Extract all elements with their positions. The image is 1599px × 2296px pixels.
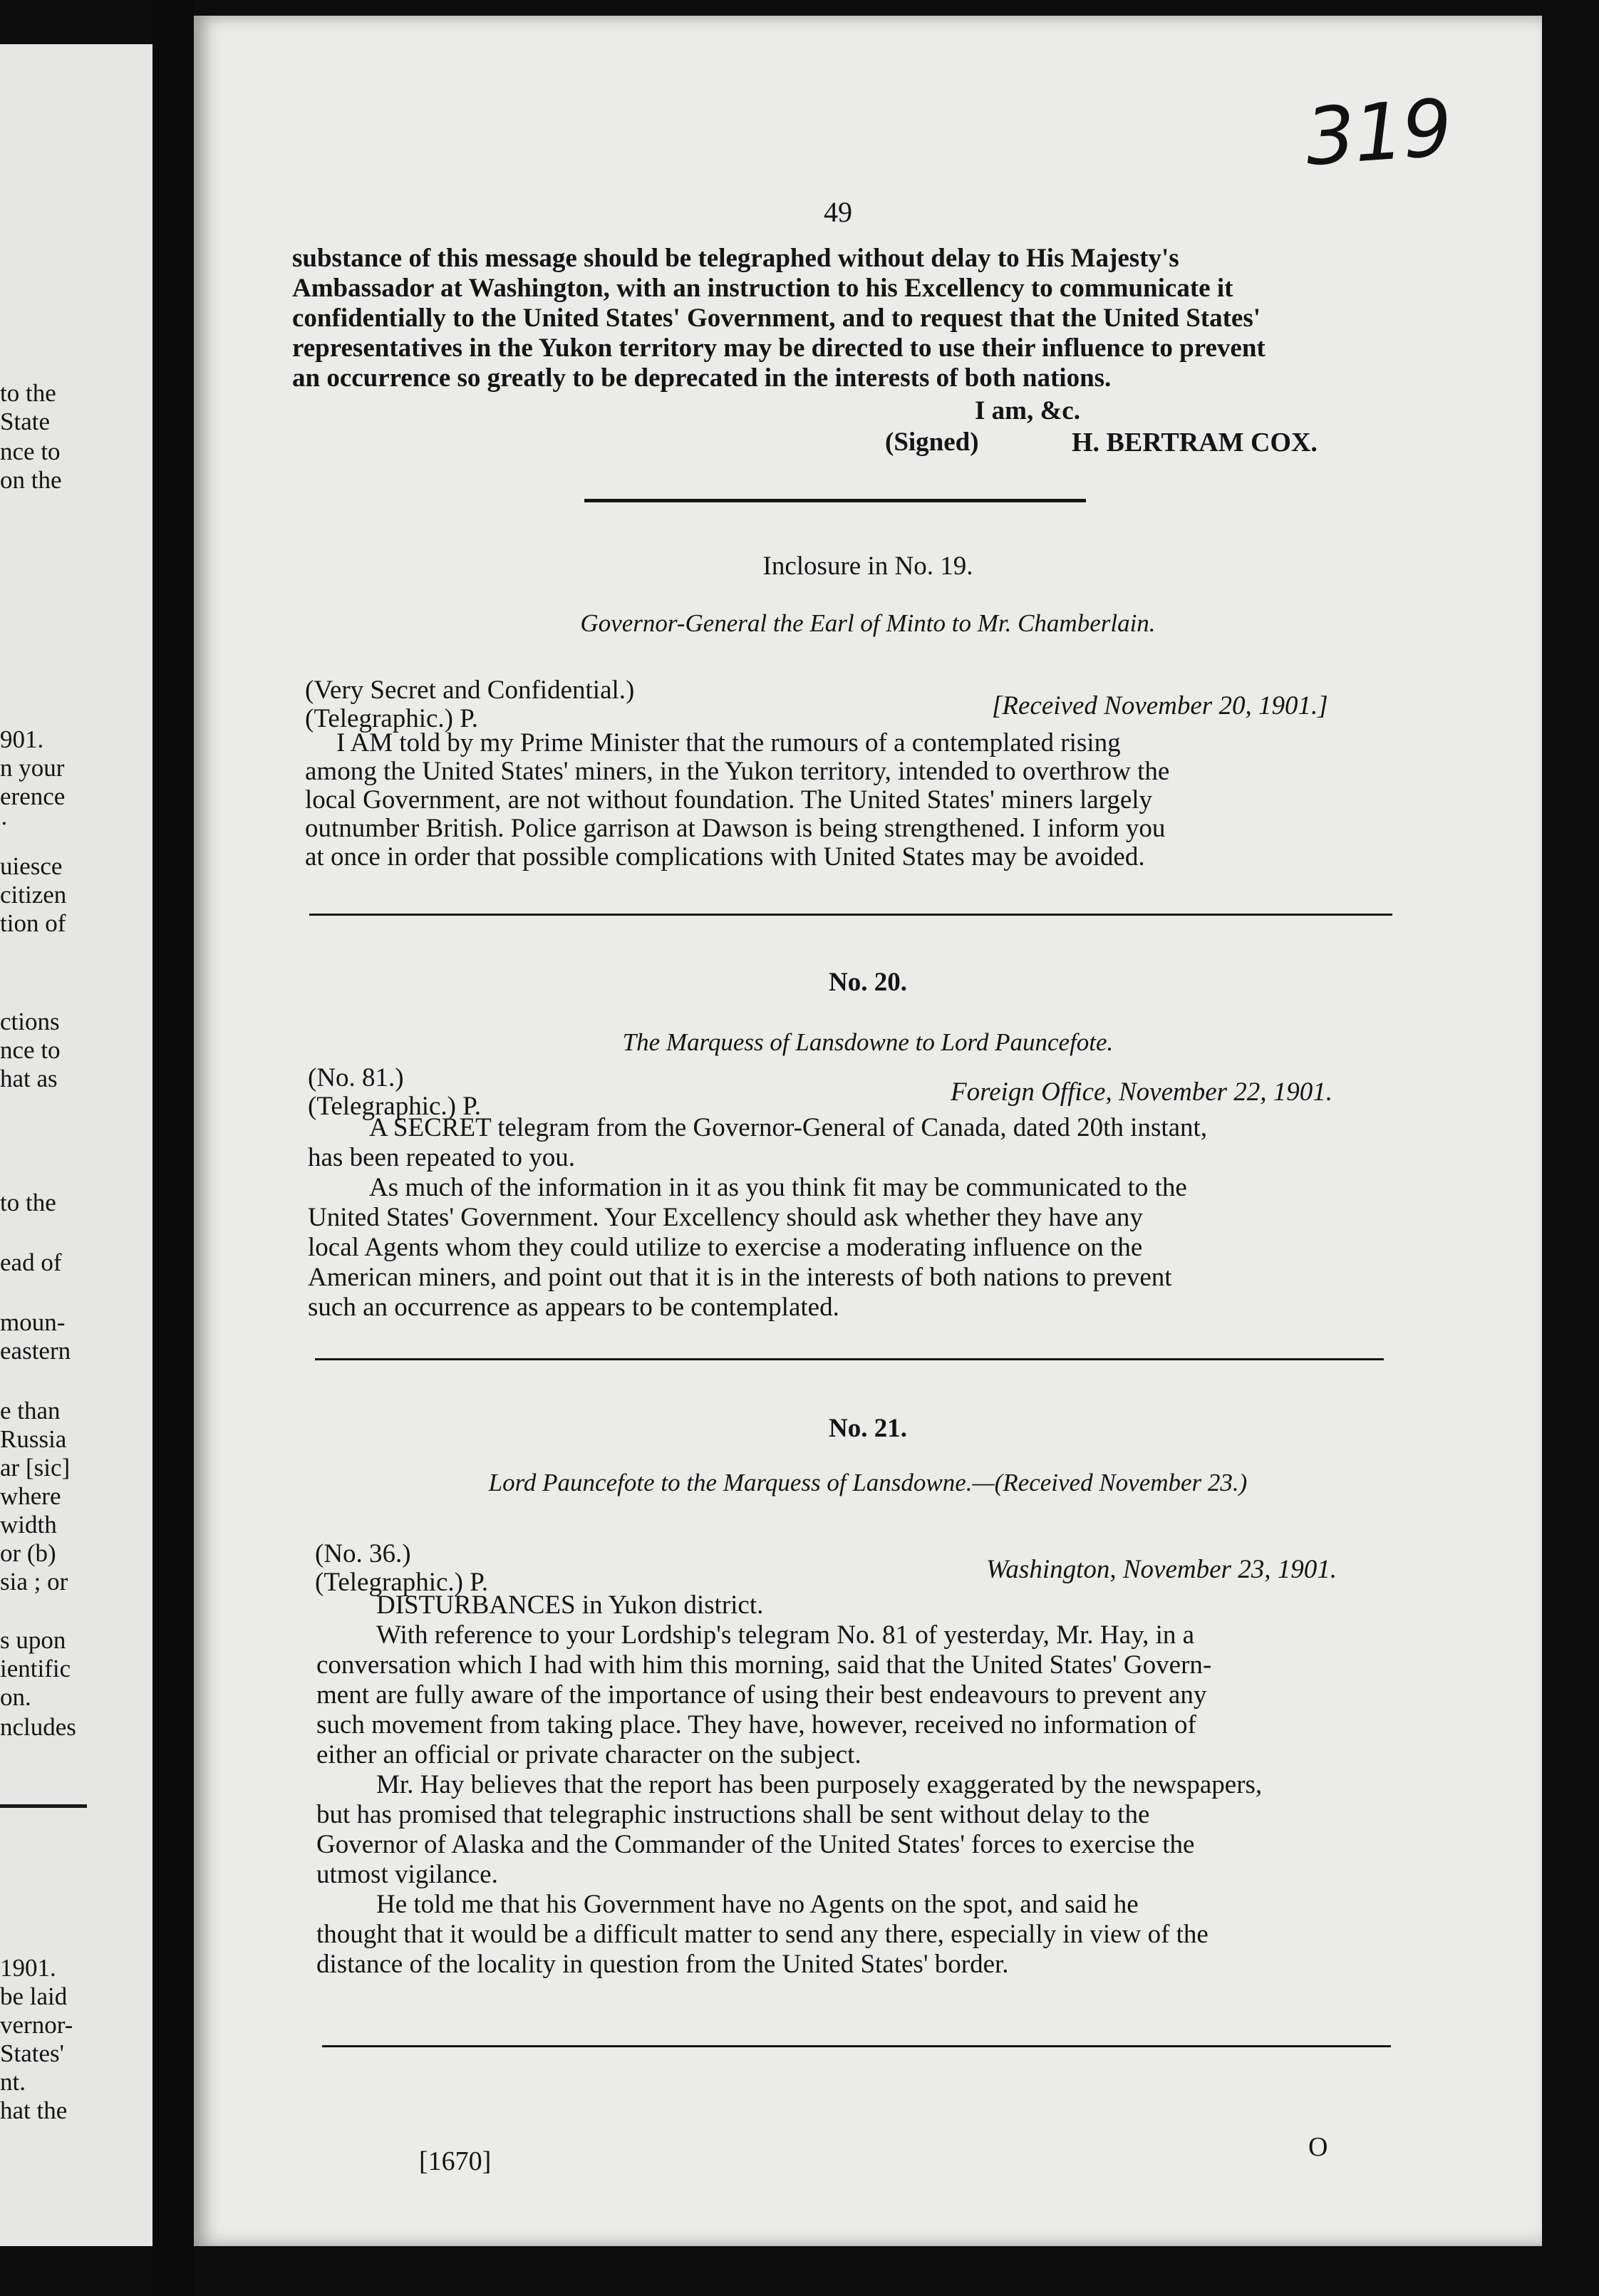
place-date: Washington, November 23, 1901. <box>986 1555 1337 1584</box>
previous-page-text-fragment: width <box>0 1511 57 1539</box>
signatory-name: H. BERTRAM COX. <box>1072 428 1318 457</box>
previous-page-text-fragment: e than <box>0 1397 61 1424</box>
previous-page-text-fragment: eastern <box>0 1337 71 1365</box>
section-divider <box>315 1358 1384 1360</box>
previous-page-text-fragment: ead of <box>0 1248 62 1276</box>
paragraph-line: among the United States' miners, in the Yukon territory, intended to overthrow the <box>305 757 1170 786</box>
paragraph-line: such movement from taking place. They have, however, received no information of <box>316 1710 1196 1739</box>
previous-page-text-fragment: States' <box>0 2039 64 2067</box>
paragraph-line: distance of the locality in question from the United States' border. <box>316 1950 1009 1979</box>
page-number: 49 <box>824 196 852 228</box>
paragraph-line: A SECRET telegram from the Governor-General of Canada, dated 20th instant, <box>369 1113 1208 1142</box>
paragraph-line: but has promised that telegraphic instructions shall be sent without delay to the <box>316 1800 1150 1829</box>
paragraph-line: either an official or private character on the subject. <box>316 1740 861 1769</box>
handwritten-folio-number: 319 <box>1302 82 1454 183</box>
previous-page-text-fragment: Russia <box>0 1425 67 1453</box>
section-divider <box>584 499 1086 502</box>
previous-page-text-fragment: nce to <box>0 438 61 465</box>
paragraph-line: I AM told by my Prime Minister that the rumours of a contemplated rising <box>336 728 1121 757</box>
paragraph-line: He told me that his Government have no Agents on the spot, and said he <box>376 1890 1139 1919</box>
received-date: [Received November 20, 1901.] <box>992 691 1328 720</box>
printer-signature-mark: [1670] <box>419 2146 492 2176</box>
paragraph-line: has been repeated to you. <box>308 1143 575 1172</box>
document-subheading: The Marquess of Lansdowne to Lord Pauncefote. <box>622 1028 1114 1056</box>
previous-page-strip <box>0 44 152 2246</box>
place-date: Foreign Office, November 22, 1901. <box>951 1077 1333 1107</box>
previous-page-text-fragment: to the <box>0 1189 56 1216</box>
paragraph-line: Governor of Alaska and the Commander of the United States' forces to exercise the <box>316 1830 1195 1859</box>
previous-page-text-fragment: 901. <box>0 725 44 753</box>
telegram-number: (No. 36.) <box>315 1539 411 1568</box>
paragraph-line: thought that it would be a difficult matter to send any there, especially in view of the <box>316 1920 1209 1949</box>
previous-page-text-fragment: 1901. <box>0 1954 56 1982</box>
paragraph-line: Mr. Hay believes that the report has been purposely exaggerated by the newspapers, <box>376 1770 1263 1799</box>
section-divider <box>322 2045 1391 2047</box>
previous-page-text-fragment: on the <box>0 466 62 494</box>
paragraph-line: American miners, and point out that it is in the interests of both nations to prevent <box>308 1263 1172 1292</box>
book-gutter <box>152 0 194 2296</box>
previous-page-text-fragment: vernor- <box>0 2011 73 2039</box>
previous-page-text-fragment: ar [sic] <box>0 1454 71 1481</box>
previous-page-text-fragment: ientific <box>0 1655 71 1682</box>
inclosure-heading: Inclosure in No. 19. <box>762 552 973 581</box>
previous-page-text-fragment: uiesce <box>0 852 63 880</box>
document-subheading: Lord Pauncefote to the Marquess of Lansdowne.—(Received November 23.) <box>488 1469 1248 1496</box>
previous-page-text-fragment: on. <box>0 1683 31 1711</box>
telegraph-mode: (Telegraphic.) P. <box>308 1092 481 1121</box>
continuation-line: confidentially to the United States' Government, and to request that the United States' <box>292 304 1261 333</box>
previous-page-text-fragment: to the <box>0 379 56 407</box>
document-heading: No. 20. <box>829 968 907 997</box>
paragraph-line: As much of the information in it as you think fit may be communicated to the <box>369 1173 1187 1202</box>
previous-page-text-fragment: be laid <box>0 1982 68 2010</box>
previous-page-text-fragment: citizen <box>0 881 67 909</box>
paragraph-line: DISTURBANCES in Yukon district. <box>376 1591 764 1620</box>
document-page <box>194 16 1542 2246</box>
telegram-number: (No. 81.) <box>308 1063 404 1092</box>
inclosure-subheading: Governor-General the Earl of Minto to Mr. Chamberlain. <box>580 609 1156 637</box>
previous-page-text-fragment: n your <box>0 754 65 782</box>
previous-page-divider <box>0 1804 87 1808</box>
previous-page-text-fragment: or (b) <box>0 1539 56 1567</box>
continuation-line: an occurrence so greatly to be deprecated in the interests of both nations. <box>292 363 1112 393</box>
continuation-line: representatives in the Yukon territory may be directed to use their influence to prevent <box>292 333 1266 363</box>
previous-page-text-fragment: ctions <box>0 1008 60 1035</box>
previous-page-text-fragment: nt. <box>0 2068 26 2096</box>
previous-page-text-fragment: sia ; or <box>0 1568 68 1596</box>
paragraph-line: at once in order that possible complications with United States may be avoided. <box>305 842 1145 872</box>
document-heading: No. 21. <box>829 1414 907 1443</box>
previous-page-text-fragment: s upon <box>0 1626 66 1654</box>
paragraph-line: utmost vigilance. <box>316 1860 498 1889</box>
closing-formula: I am, &c. <box>975 396 1080 425</box>
telegraph-mode: (Telegraphic.) P. <box>305 704 478 733</box>
telegraph-mode: (Telegraphic.) P. <box>315 1568 488 1597</box>
continuation-line: substance of this message should be telegraphed without delay to His Majesty's <box>292 244 1179 273</box>
previous-page-text-fragment: ncludes <box>0 1713 76 1741</box>
paragraph-line: such an occurrence as appears to be contemplated. <box>308 1293 839 1322</box>
section-divider <box>309 914 1392 916</box>
sheet-letter: O <box>1308 2132 1328 2162</box>
continuation-line: Ambassador at Washington, with an instruction to his Excellency to communicate it <box>292 274 1233 303</box>
paragraph-line: ment are fully aware of the importance of using their best endeavours to prevent any <box>316 1680 1207 1710</box>
classification-note: (Very Secret and Confidential.) <box>305 676 635 705</box>
previous-page-text-fragment: moun- <box>0 1308 66 1336</box>
paragraph-line: United States' Government. Your Excellency should ask whether they have any <box>308 1203 1143 1232</box>
paragraph-line: outnumber British. Police garrison at Dawson is being strengthened. I inform you <box>305 814 1166 843</box>
paragraph-line: With reference to your Lordship's telegram No. 81 of yesterday, Mr. Hay, in a <box>376 1620 1195 1650</box>
paragraph-line: conversation which I had with him this morning, said that the United States' Govern- <box>316 1650 1212 1680</box>
previous-page-text-fragment: tion of <box>0 909 66 937</box>
previous-page-text-fragment: erence <box>0 782 66 810</box>
previous-page-text-fragment: nce to <box>0 1036 61 1064</box>
previous-page-text-fragment: hat as <box>0 1065 58 1092</box>
signed-label: (Signed) <box>885 428 979 457</box>
previous-page-text-fragment: where <box>0 1482 61 1510</box>
previous-page-text-fragment: hat the <box>0 2096 68 2124</box>
paragraph-line: local Government, are not without foundation. The United States' miners largely <box>305 785 1153 815</box>
previous-page-text-fragment: State <box>0 408 50 435</box>
previous-page-text-fragment: · <box>0 810 9 837</box>
paragraph-line: local Agents whom they could utilize to exercise a moderating influence on the <box>308 1233 1143 1262</box>
